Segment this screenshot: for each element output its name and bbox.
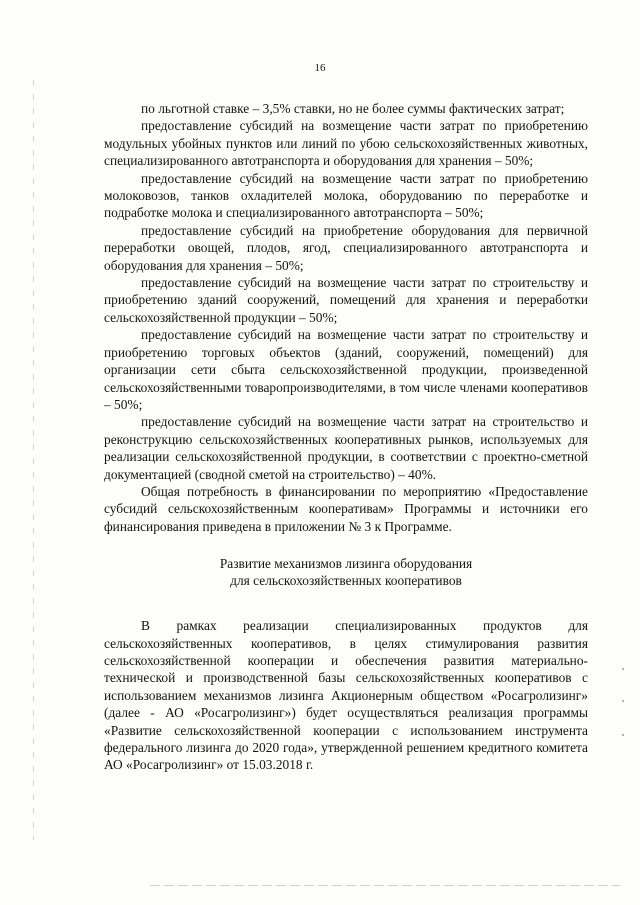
section-heading-line: Развитие механизмов лизинга оборудования (219, 556, 473, 572)
scan-edge-left (33, 80, 34, 840)
scan-edge-bottom (150, 885, 620, 886)
paragraph: В рамках реализации специализированных продуктов для сельскохозяйственных кооперативов, в целях стимулирования развития сельскохозяйственной кооперации и обеспечения развития материально-технической и производственной базы сельскохозяйственных кооперативов с использованием механизмов лизинга Акционерным обществом «Росагролизинг» (далее - АО «Росагролизинг») будет осуществляться реализация программы «Развитие сельскохозяйственной кооперации с использованием инструмента федерального лизинга до 2020 года», утвержденной решением кредитного комитета АО «Росагролизинг» от 15.03.2018 г. (104, 618, 588, 773)
scan-speck (622, 734, 624, 736)
paragraph: предоставление субсидий на приобретение оборудования для первичной переработки овощей, плодов, ягод, специализированного автотранспорта и оборудования для хранения – 50%; (104, 222, 588, 273)
paragraph: Общая потребность в финансировании по мероприятию «Предоставление субсидий сельскохозяйственным кооперативам» Программы и источники его финансирования приведена в приложении № 3 к Программе. (104, 483, 588, 534)
paragraph: предоставление субсидий на возмещение части затрат по строительству и приобретению зданий сооружений, помещений для хранения и переработки сельскохозяйственной продукции – 50%; (104, 275, 588, 325)
paragraph: по льготной ставке – 3,5% ставки, но не более суммы фактических затрат; (141, 101, 565, 116)
paragraph: предоставление субсидий на возмещение части затрат на строительство и реконструкцию сельскохозяйственных кооперативных рынков, используемых для реализации сельскохозяйственной продукции, в соответствии с проектно-сметной документацией (сводной сметой на строительство) – 40%. (104, 414, 588, 482)
scan-speck (622, 700, 624, 702)
paragraph: предоставление субсидий на возмещение части затрат по приобретению модульных убойных пунктов или линий по убою сельскохозяйственных животных, специализированного автотранспорта и оборудования для хранения – 50%; (104, 118, 588, 169)
section-heading (104, 555, 588, 589)
paragraph: предоставление субсидий на возмещение части затрат по строительству и приобретению торговых объектов (зданий, сооружений, помещений) для организации сети сбыта сельскохозяйственной продукции, произведенной сельскохозяйственными товаропроизводителями, в том числе членами кооперативов – 50%; (104, 327, 588, 412)
section-heading-line: для сельскохозяйственных кооперативов (230, 573, 462, 589)
scan-speck (622, 668, 624, 670)
document-body (104, 100, 588, 774)
paragraph: предоставление субсидий на возмещение части затрат по приобретению молоковозов, танков охладителей молока, оборудованию по переработке и подработке молока и специализированного автотранспорта – 50%; (104, 170, 588, 221)
page-number: 16 (314, 62, 326, 74)
